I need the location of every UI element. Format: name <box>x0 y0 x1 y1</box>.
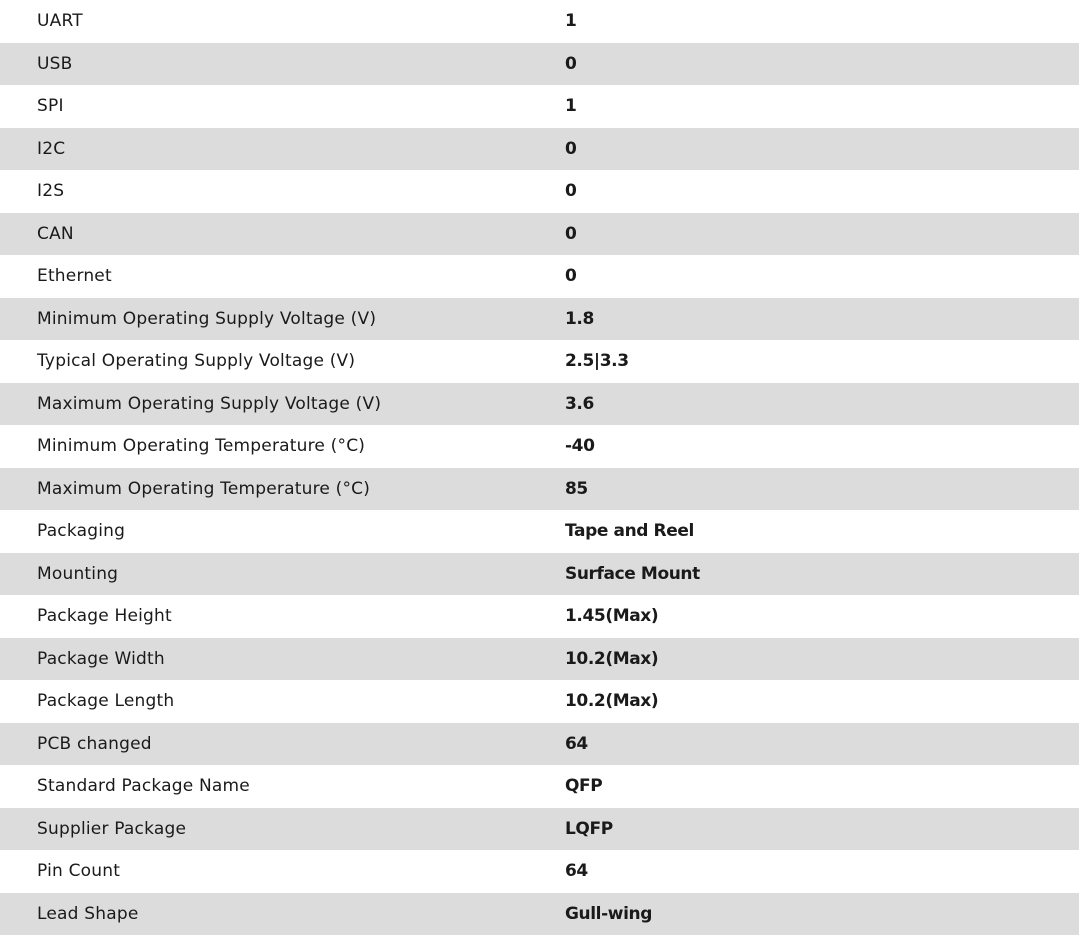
spec-value: 64 <box>565 850 1079 893</box>
spec-label: Package Width <box>0 638 565 681</box>
spec-label: Typical Operating Supply Voltage (V) <box>0 340 565 383</box>
table-row <box>0 213 1079 256</box>
table-row <box>0 595 1079 638</box>
table-row <box>0 340 1079 383</box>
spec-value: Tape and Reel <box>565 510 1079 553</box>
spec-value: 64 <box>565 723 1079 766</box>
table-row <box>0 170 1079 213</box>
spec-label: Maximum Operating Temperature (°C) <box>0 468 565 511</box>
spec-value: LQFP <box>565 808 1079 851</box>
spec-value: 10.2(Max) <box>565 680 1079 723</box>
spec-value: QFP <box>565 765 1079 808</box>
table-row <box>0 638 1079 681</box>
spec-label: I2C <box>0 128 565 171</box>
table-row <box>0 425 1079 468</box>
table-row <box>0 468 1079 511</box>
spec-value: 2.5|3.3 <box>565 340 1079 383</box>
table-row <box>0 510 1079 553</box>
spec-value: 1.8 <box>565 298 1079 341</box>
spec-label: Mounting <box>0 553 565 596</box>
table-row <box>0 723 1079 766</box>
spec-value: 0 <box>565 170 1079 213</box>
spec-value: 0 <box>565 255 1079 298</box>
spec-value: 0 <box>565 213 1079 256</box>
spec-label: Supplier Package <box>0 808 565 851</box>
table-row <box>0 765 1079 808</box>
spec-label: USB <box>0 43 565 86</box>
table-row <box>0 383 1079 426</box>
spec-value: 1.45(Max) <box>565 595 1079 638</box>
spec-label: SPI <box>0 85 565 128</box>
spec-value: 3.6 <box>565 383 1079 426</box>
spec-label: Standard Package Name <box>0 765 565 808</box>
spec-value: 10.2(Max) <box>565 638 1079 681</box>
spec-label: Minimum Operating Supply Voltage (V) <box>0 298 565 341</box>
table-row <box>0 808 1079 851</box>
spec-value: 0 <box>565 128 1079 171</box>
spec-label: CAN <box>0 213 565 256</box>
table-row <box>0 850 1079 893</box>
spec-label: I2S <box>0 170 565 213</box>
table-row <box>0 255 1079 298</box>
spec-label: PCB changed <box>0 723 565 766</box>
spec-value: 1 <box>565 85 1079 128</box>
spec-label: UART <box>0 0 565 43</box>
spec-value: -40 <box>565 425 1079 468</box>
table-row <box>0 298 1079 341</box>
spec-value: 1 <box>565 0 1079 43</box>
spec-label: Lead Shape <box>0 893 565 935</box>
table-row <box>0 893 1079 935</box>
spec-label: Maximum Operating Supply Voltage (V) <box>0 383 565 426</box>
spec-label: Packaging <box>0 510 565 553</box>
spec-value: 0 <box>565 43 1079 86</box>
spec-label: Package Height <box>0 595 565 638</box>
spec-label: Package Length <box>0 680 565 723</box>
spec-value: 85 <box>565 468 1079 511</box>
table-row <box>0 128 1079 171</box>
spec-label: Ethernet <box>0 255 565 298</box>
spec-value: Gull-wing <box>565 893 1079 935</box>
spec-value: Surface Mount <box>565 553 1079 596</box>
table-row <box>0 680 1079 723</box>
table-row <box>0 0 1079 43</box>
table-row <box>0 43 1079 86</box>
table-row <box>0 85 1079 128</box>
table-row <box>0 553 1079 596</box>
spec-label: Pin Count <box>0 850 565 893</box>
spec-label: Minimum Operating Temperature (°C) <box>0 425 565 468</box>
